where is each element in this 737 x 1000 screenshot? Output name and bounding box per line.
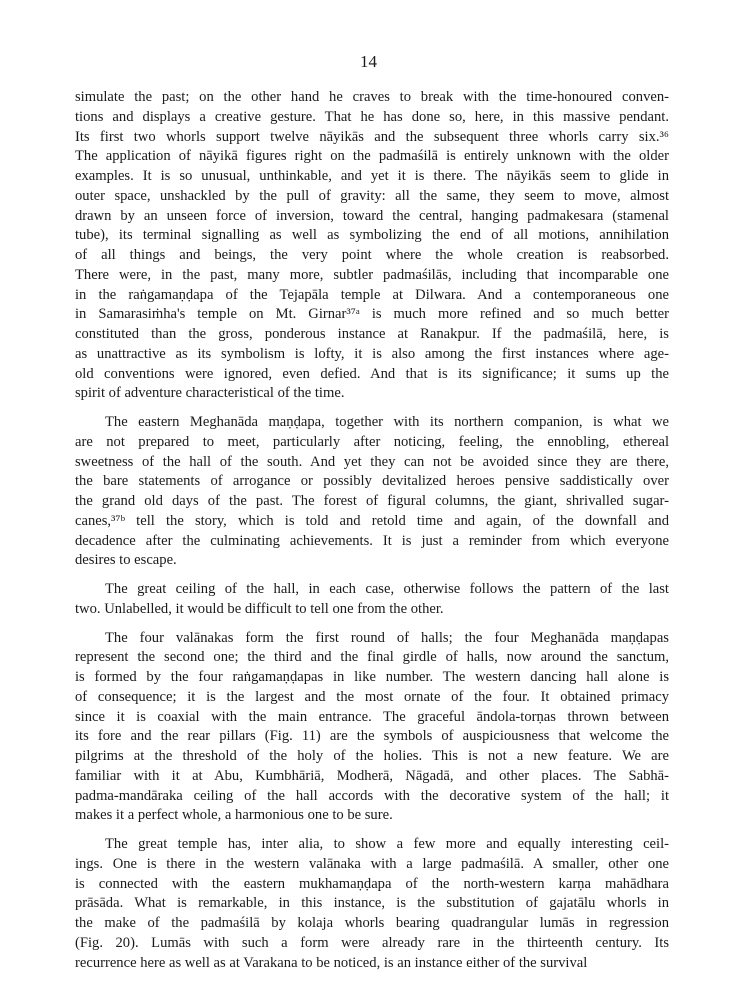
- text-line: padma-mandāraka ceiling of the hall accords with the decorative system of the hall; it: [75, 787, 669, 804]
- body-text: [75, 88, 669, 982]
- text-line: Its first two whorls support twelve nāyikās and the subsequent three whorls carry six.³⁶: [75, 128, 669, 145]
- text-line: the make of the padmaśilā by kolaja whorls bearing quadrangular lumās in regression: [75, 915, 669, 931]
- text-line: are not prepared to meet, particularly after noticing, feeling, the ennobling, ethereal: [75, 433, 669, 450]
- text-line: desires to escape.: [75, 552, 177, 569]
- text-line: The great temple has, inter alia, to show a few more and equally interesting ceil-: [105, 836, 669, 852]
- paragraph-3: [75, 580, 669, 620]
- text-line: decadence after the culminating achievements. It is just a reminder from which everyone: [75, 532, 669, 549]
- text-line: tube), its terminal signalling as well as symbolizing the end of all motions, annihilation: [75, 227, 669, 244]
- page-number: 14: [360, 52, 377, 71]
- text-line: represent the second one; the third and the final girdle of halls, now around the sanctum,: [75, 649, 669, 666]
- text-line: The four valānakas form the first round of halls; the four Meghanāda maṇḍapas: [105, 629, 669, 646]
- paragraph-5: [75, 835, 669, 973]
- text-line: old conventions were ignored, even defied. And that is its significance; it sums up the: [75, 365, 669, 382]
- text-line: makes it a perfect whole, a harmonious one to be sure.: [75, 807, 393, 824]
- paragraph-4: [75, 629, 669, 827]
- text-line: the bare statements of arrogance or possibly devitalized heroes pensive saddistically over: [75, 473, 669, 490]
- text-line: recurrence here as well as at Varakana to be noticed, is an instance either of the survival: [75, 954, 588, 971]
- text-line: since it is coaxial with the main entrance. The graceful āndola-torṇas thrown between: [75, 708, 669, 725]
- text-line: familiar with it at Abu, Kumbhāriā, Modherā, Nāgadā, and other places. The Sabhā-: [75, 767, 669, 784]
- text-line: The great ceiling of the hall, in each case, otherwise follows the pattern of the last: [105, 581, 669, 597]
- text-line: There were, in the past, many more, subtler padmaśilās, including that incomparable one: [75, 266, 669, 283]
- text-line: of consequence; it is the largest and the most ornate of the four. It obtained primacy: [75, 688, 669, 705]
- text-line: canes,³⁷ᵇ tell the story, which is told and retold time and again, of the downfall and: [75, 512, 669, 529]
- text-line: simulate the past; on the other hand he craves to break with the time-honoured conven-: [75, 89, 669, 105]
- paragraph-2: [75, 413, 669, 571]
- text-line: examples. It is so unusual, unthinkable, and yet it is there. The nāyikās seem to glide in: [75, 168, 669, 184]
- text-line: spirit of adventure characteristical of the time.: [75, 385, 345, 402]
- text-line: The application of nāyikā figures right on the padmaśilā is entirely unknown with the older: [75, 148, 669, 165]
- text-line: (Fig. 20). Lumās with such a form were already rare in the thirteenth century. Its: [75, 934, 669, 951]
- paragraph-1: [75, 88, 669, 404]
- text-line: outer space, unshackled by the pull of gravity: all the same, they seem to move, almost: [75, 187, 669, 204]
- text-line: in the raṅgamaṇḍapa of the Tejapāla temple at Dilwara. And a contemporaneous one: [75, 286, 669, 303]
- text-line: The eastern Meghanāda maṇḍapa, together with its northern companion, is what we: [105, 414, 669, 430]
- text-line: in Samarasiṁha's temple on Mt. Girnar³⁷ᵃ is much more refined and so much better: [75, 306, 669, 323]
- text-line: is connected with the eastern mukhamaṇḍapa of the north-western karṇa mahādhara: [75, 875, 669, 892]
- text-line: its fore and the rear pillars (Fig. 11) are the symbols of auspiciousness that welcome the: [75, 728, 669, 745]
- text-line: pilgrims at the threshold of the holy of the holies. This is not a new feature. We are: [75, 748, 669, 764]
- text-line: drawn by an unseen force of inversion, toward the central, hanging padmakesara (stamenal: [75, 207, 669, 224]
- text-line: two. Unlabelled, it would be difficult to tell one from the other.: [75, 600, 444, 617]
- text-line: of all things and beings, the very point where the whole creation is reabsorbed.: [75, 247, 669, 263]
- text-line: the grand old days of the past. The forest of figural columns, the giant, shrivalled sugar-: [75, 493, 669, 509]
- text-line: as unattractive as its symbolism is lofty, it is also among the first instances where age-: [75, 345, 669, 362]
- text-line: tions and displays a creative gesture. That he has done so, here, in this massive pendant.: [75, 108, 669, 125]
- text-line: prāsāda. What is remarkable, in this instance, is the substitution of gajatālu whorls in: [75, 895, 669, 912]
- text-line: sweetness of the hall of the south. And yet they can not be avoided since they are there,: [75, 453, 669, 470]
- text-line: constituted than the gross, ponderous instance at Ranakpur. If the padmaśilā, here, is: [75, 326, 669, 342]
- text-line: is formed by the four raṅgamaṇḍapas in like number. The western dancing hall alone is: [75, 669, 669, 685]
- text-line: ings. One is there in the western valānaka with a large padmaśilā. A smaller, other one: [75, 855, 669, 872]
